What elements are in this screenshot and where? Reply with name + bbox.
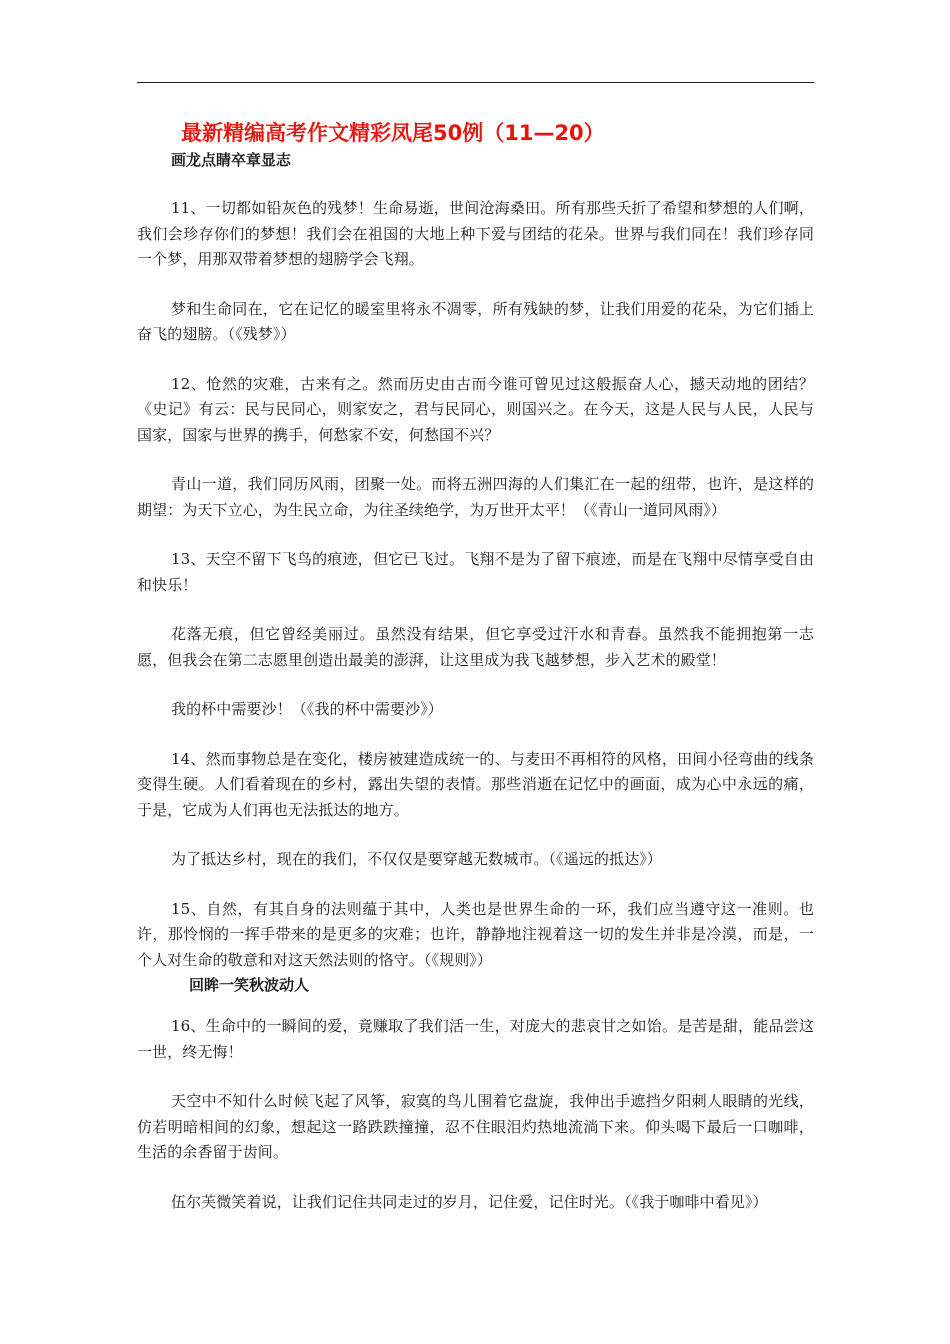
paragraph: 13、天空不留下飞鸟的痕迹，但它已飞过。飞翔不是为了留下痕迹，而是在飞翔中尽情享受自由和快乐！ <box>137 550 814 594</box>
paragraph: 15、自然，有其自身的法则蕴于其中，人类也是世界生命的一环，我们应当遵守这一准则。也许，那怜悯的一挥手带来的是更多的灾难；也许，静静地注视着这一切的发生并非是冷漠，而是，一个人对生命的敬意和对这天然法则的恪守。（《规则》） <box>137 899 814 969</box>
paragraph: 我的杯中需要沙！（《我的杯中需要沙》） <box>171 700 443 718</box>
paragraph: 青山一道，我们同历风雨，团聚一处。而将五洲四海的人们集汇在一起的纽带，也许，是这样的期望：为天下立心，为生民立命，为往圣续绝学，为万世开太平！（《青山一道同风雨》） <box>137 475 814 519</box>
paragraph: 花落无痕，但它曾经美丽过。虽然没有结果，但它享受过汗水和青春。虽然我不能拥抱第一志愿，但我会在第二志愿里创造出最美的澎湃，让这里成为我飞越梦想，步入艺术的殿堂！ <box>137 625 814 669</box>
section-heading: 画龙点睛卒章显志 <box>171 151 292 169</box>
header-rule <box>137 82 814 83</box>
paragraph: 14、然而事物总是在变化，楼房被建造成统一的、与麦田不再相符的风格，田间小径弯曲的线条变得生硬。人们看着现在的乡村，露出失望的表情。那些消逝在记忆中的画面，成为心中永远的痛，于是，它成为人们再也无法抵达的地方。 <box>137 749 814 819</box>
paragraph: 16、生命中的一瞬间的爱，竟赚取了我们活一生，对庞大的悲哀甘之如饴。是苦是甜，能品尝这一世，终无悔！ <box>137 1017 814 1061</box>
paragraph: 11、一切都如铅灰色的残梦！生命易逝，世间沧海桑田。所有那些夭折了希望和梦想的人们啊，我们会珍存你们的梦想！我们会在祖国的大地上种下爱与团结的花朵。世界与我们同在！我们珍存同一个梦，用那双带着梦想的翅膀学会飞翔。 <box>137 199 814 268</box>
paragraph: 为了抵达乡村，现在的我们，不仅仅是要穿越无数城市。（《遥远的抵达》） <box>171 850 662 868</box>
paragraph: 梦和生命同在，它在记忆的暖室里将永不凋零，所有残缺的梦，让我们用爱的花朵，为它们插上奋飞的翅膀。（《残梦》） <box>137 299 814 343</box>
document-body <box>137 118 814 1215</box>
paragraph: 12、怆然的灾难，古来有之。然而历史由古而今谁可曾见过这般振奋人心，撼天动地的团结？《史记》有云：民与民同心，则家安之，君与民同心，则国兴之。在今天，这是人民与人民，人民与国家，国家与世界的携手，何愁家不安，何愁国不兴？ <box>137 374 814 444</box>
section-heading: 回眸一笑秋波动人 <box>189 976 310 994</box>
document-title: 最新精编高考作文精彩凤尾50例（11—20） <box>181 121 605 145</box>
paragraph: 伍尔芙微笑着说，让我们记住共同走过的岁月，记住爱，记住时光。（《我于咖啡中看见》） <box>171 1192 768 1211</box>
paragraph: 天空中不知什么时候飞起了风筝，寂寞的鸟儿围着它盘旋，我伸出手遮挡夕阳刺人眼睛的光线，仿若明暗相间的幻象，想起这一路跌跌撞撞，忍不住眼泪灼热地流淌下来。仰头喝下最后一口咖啡，生活的余香留于齿间。 <box>137 1092 814 1161</box>
